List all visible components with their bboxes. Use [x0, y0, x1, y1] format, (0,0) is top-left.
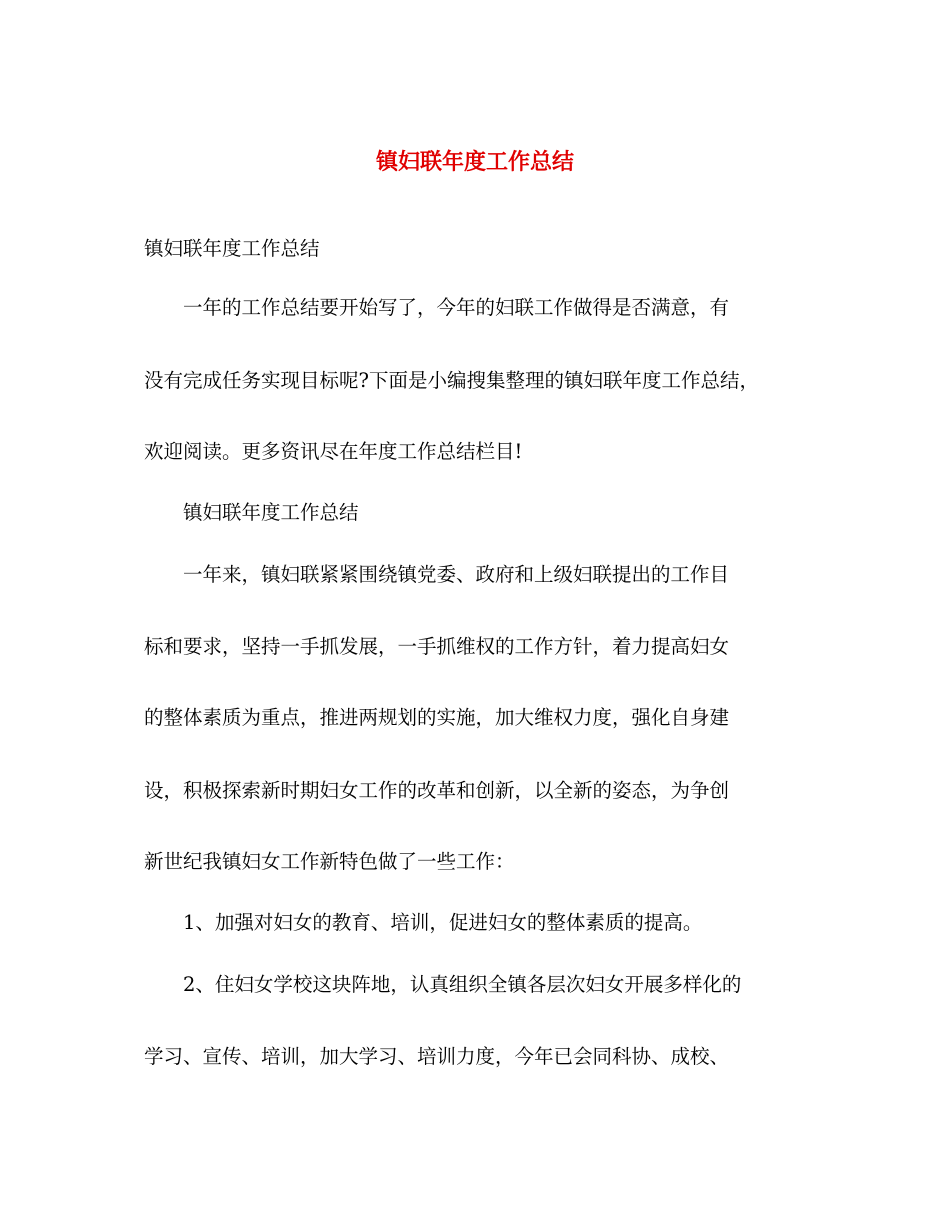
- text-line-2: 一年的工作总结要开始写了，今年的妇联工作做得是否满意，有: [183, 296, 730, 319]
- text-line-9: 设，积极探索新时期妇女工作的改革和创新，以全新的姿态，为争创: [144, 779, 730, 802]
- text-line-3: 没有完成任务实现目标呢?下面是小编搜集整理的镇妇联年度工作总结，: [144, 369, 759, 392]
- text-line-5: 镇妇联年度工作总结: [183, 501, 359, 524]
- text-line-8: 的整体素质为重点，推进两规划的实施，加大维权力度，强化自身建: [144, 706, 730, 729]
- document-title: 镇妇联年度工作总结: [375, 149, 574, 175]
- text-line-1: 镇妇联年度工作总结: [144, 237, 320, 260]
- text-line-11: 1、加强对妇女的教育、培训，促进妇女的整体素质的提高。: [183, 911, 703, 934]
- text-line-13: 学习、宣传、培训，加大学习、培训力度，今年已会同科协、成校、: [144, 1045, 730, 1068]
- text-line-4: 欢迎阅读。更多资讯尽在年度工作总结栏目!: [144, 440, 523, 463]
- text-line-10: 新世纪我镇妇女工作新特色做了一些工作：: [144, 850, 515, 873]
- text-line-6: 一年来，镇妇联紧紧围绕镇党委、政府和上级妇联提出的工作目: [183, 563, 730, 586]
- text-line-12: 2、住妇女学校这块阵地，认真组织全镇各层次妇女开展多样化的: [183, 973, 742, 996]
- text-line-7: 标和要求，坚持一手抓发展，一手抓维权的工作方针，着力提高妇女: [144, 635, 730, 658]
